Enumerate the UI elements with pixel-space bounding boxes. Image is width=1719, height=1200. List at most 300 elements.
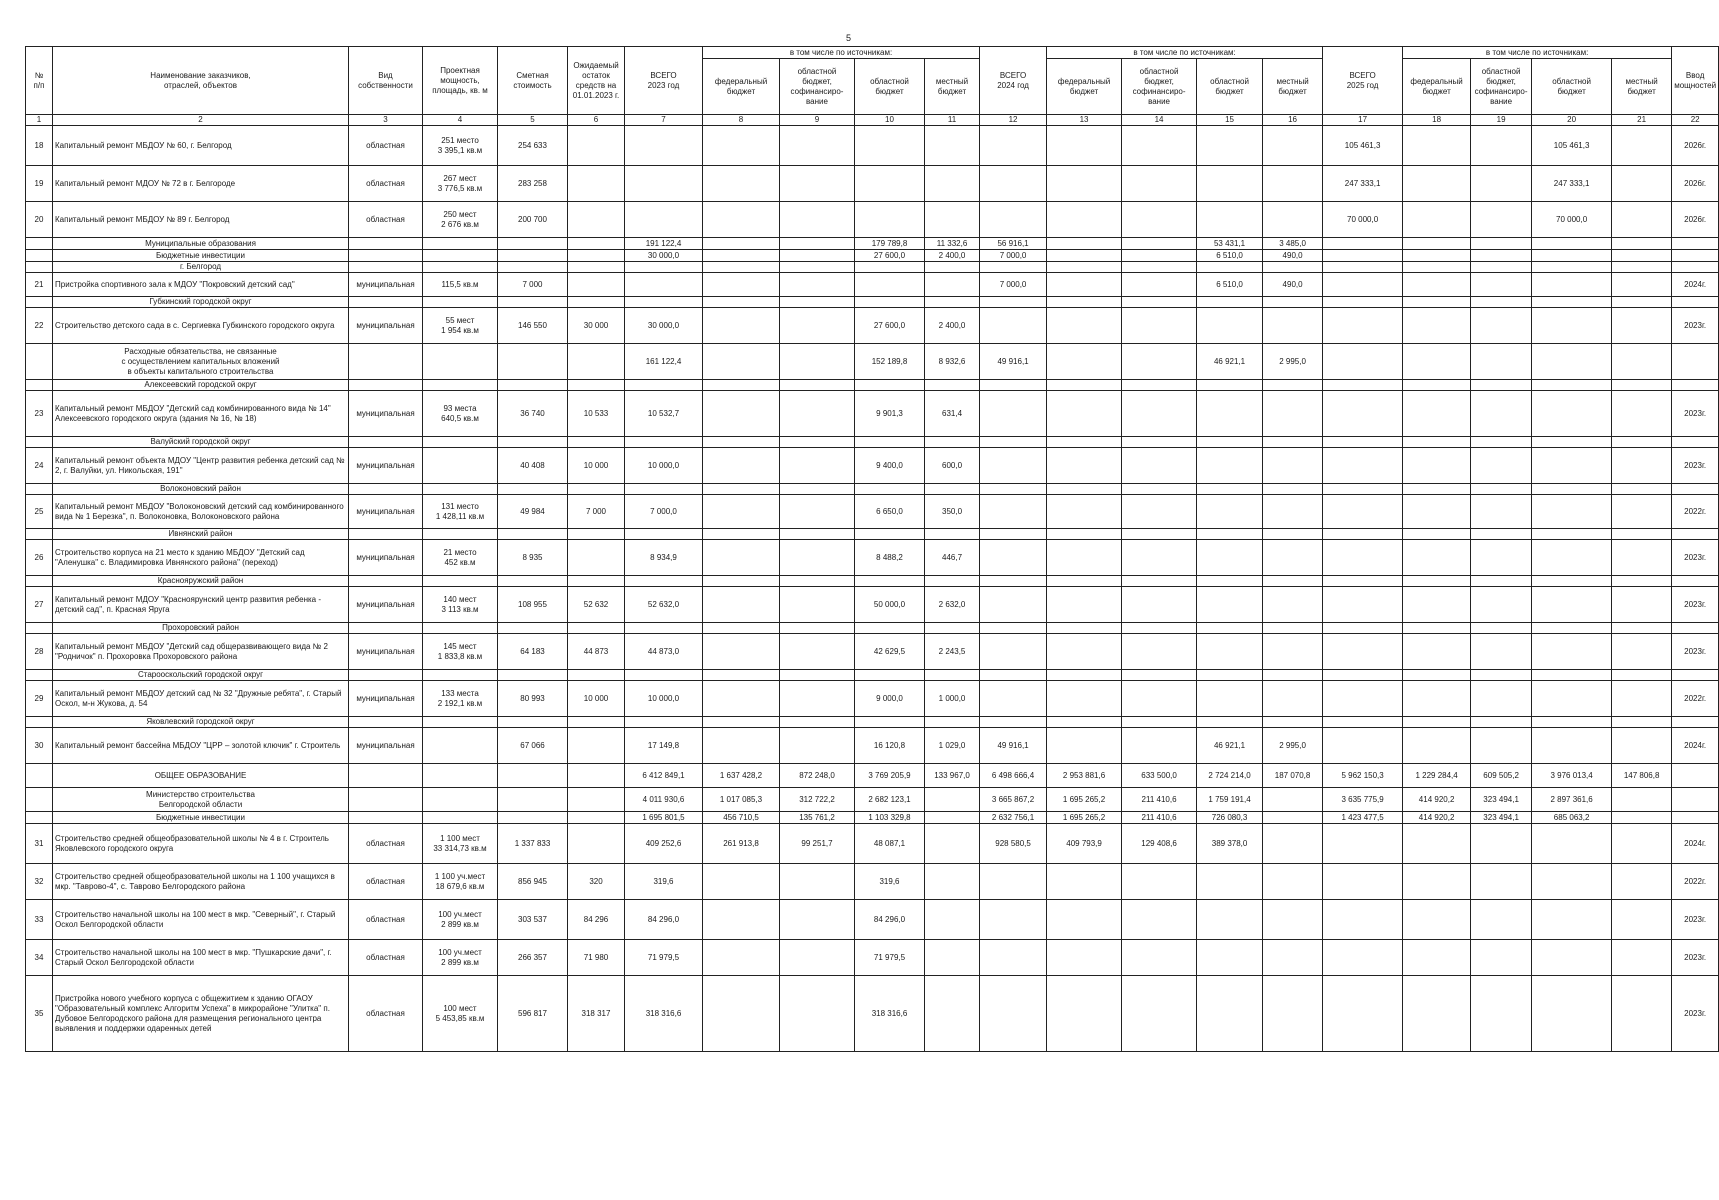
amount-cell-t25 bbox=[1323, 634, 1403, 670]
amount-cell-f23: 1 637 428,2 bbox=[703, 764, 780, 788]
amount-cell-f24 bbox=[1047, 273, 1122, 297]
amount-cell-rc25 bbox=[1471, 976, 1532, 1052]
estimate-cell bbox=[498, 764, 568, 788]
amount-cell-r24 bbox=[1197, 484, 1263, 495]
amount-cell-rc25 bbox=[1471, 202, 1532, 238]
capacity-cell bbox=[423, 448, 498, 484]
amount-cell-l25 bbox=[1612, 273, 1672, 297]
capacity-cell bbox=[423, 262, 498, 273]
ownership-cell: областная bbox=[349, 824, 423, 864]
estimate-cell bbox=[498, 380, 568, 391]
capacity-cell: 145 мест 1 833,8 кв.м bbox=[423, 634, 498, 670]
amount-cell-f25 bbox=[1403, 940, 1471, 976]
amount-cell-r25 bbox=[1532, 540, 1612, 576]
amount-cell-l24 bbox=[1263, 900, 1323, 940]
ownership-cell: областная bbox=[349, 126, 423, 166]
amount-cell-f25 bbox=[1403, 238, 1471, 250]
amount-cell-f25 bbox=[1403, 273, 1471, 297]
amount-cell-r23: 42 629,5 bbox=[855, 634, 925, 670]
amount-cell-l24 bbox=[1263, 634, 1323, 670]
amount-cell-l25: 147 806,8 bbox=[1612, 764, 1672, 788]
row-name-cell: Строительство средней общеобразовательной школы на 1 100 учащихся в мкр. "Таврово-4", с. Таврово Белгородского района bbox=[53, 864, 349, 900]
amount-cell-l25 bbox=[1612, 380, 1672, 391]
amount-cell-f23 bbox=[703, 495, 780, 529]
amount-cell-f25 bbox=[1403, 576, 1471, 587]
estimate-cell: 108 955 bbox=[498, 587, 568, 623]
amount-cell-l24 bbox=[1263, 202, 1323, 238]
amount-cell-l24 bbox=[1263, 812, 1323, 824]
ownership-cell bbox=[349, 670, 423, 681]
amount-cell-rc24: 129 408,6 bbox=[1122, 824, 1197, 864]
amount-cell-l24 bbox=[1263, 670, 1323, 681]
amount-cell-r23 bbox=[855, 273, 925, 297]
amount-cell-f24 bbox=[1047, 681, 1122, 717]
ownership-cell: областная bbox=[349, 976, 423, 1052]
amount-cell-l24 bbox=[1263, 681, 1323, 717]
amount-cell-rc25 bbox=[1471, 448, 1532, 484]
amount-cell-l23: 1 029,0 bbox=[925, 728, 980, 764]
table-row bbox=[26, 273, 1719, 297]
amount-cell-t25 bbox=[1323, 717, 1403, 728]
row-name-cell: Капитальный ремонт бассейна МБДОУ "ЦРР – золотой ключик" г. Строитель bbox=[53, 728, 349, 764]
header-federal: федеральный бюджет bbox=[1403, 59, 1471, 115]
amount-cell-rc24 bbox=[1122, 670, 1197, 681]
amount-cell-l23 bbox=[925, 824, 980, 864]
amount-cell-rc24 bbox=[1122, 380, 1197, 391]
amount-cell-r23: 9 000,0 bbox=[855, 681, 925, 717]
amount-cell-rc24 bbox=[1122, 437, 1197, 448]
table-row bbox=[26, 940, 1719, 976]
amount-cell-r24 bbox=[1197, 576, 1263, 587]
column-index-cell: 13 bbox=[1047, 115, 1122, 126]
ownership-cell: муниципальная bbox=[349, 634, 423, 670]
row-name-cell: Строительство начальной школы на 100 мест в мкр. "Пушкарские дачи", г. Старый Оскол Белгородской области bbox=[53, 940, 349, 976]
amount-cell-l24: 3 485,0 bbox=[1263, 238, 1323, 250]
amount-cell-rc24 bbox=[1122, 900, 1197, 940]
amount-cell-t25 bbox=[1323, 900, 1403, 940]
amount-cell-rc23 bbox=[780, 166, 855, 202]
amount-cell-l23 bbox=[925, 202, 980, 238]
amount-cell-r25 bbox=[1532, 824, 1612, 864]
amount-cell-f24 bbox=[1047, 166, 1122, 202]
amount-cell-t23: 8 934,9 bbox=[625, 540, 703, 576]
amount-cell-rc25 bbox=[1471, 495, 1532, 529]
amount-cell-rc25 bbox=[1471, 262, 1532, 273]
amount-cell-rc23 bbox=[780, 380, 855, 391]
remainder-cell: 84 296 bbox=[568, 900, 625, 940]
amount-cell-r25: 3 976 013,4 bbox=[1532, 764, 1612, 788]
capacity-cell: 93 места 640,5 кв.м bbox=[423, 391, 498, 437]
amount-cell-t24: 7 000,0 bbox=[980, 250, 1047, 262]
amount-cell-rc24 bbox=[1122, 717, 1197, 728]
capacity-cell bbox=[423, 623, 498, 634]
remainder-cell bbox=[568, 728, 625, 764]
commissioning-year-cell: 2024г. bbox=[1672, 728, 1719, 764]
estimate-cell: 303 537 bbox=[498, 900, 568, 940]
amount-cell-l25 bbox=[1612, 437, 1672, 448]
amount-cell-l23 bbox=[925, 166, 980, 202]
row-name-cell: Яковлевский городской округ bbox=[53, 717, 349, 728]
amount-cell-l25 bbox=[1612, 166, 1672, 202]
amount-cell-t23: 10 000,0 bbox=[625, 681, 703, 717]
amount-cell-f25 bbox=[1403, 717, 1471, 728]
amount-cell-rc24 bbox=[1122, 308, 1197, 344]
amount-cell-l24 bbox=[1263, 166, 1323, 202]
amount-cell-l24 bbox=[1263, 788, 1323, 812]
ownership-cell bbox=[349, 623, 423, 634]
amount-cell-l24 bbox=[1263, 824, 1323, 864]
amount-cell-r23 bbox=[855, 297, 925, 308]
header-regional-cofin: областной бюджет, софинансиро- вание bbox=[780, 59, 855, 115]
amount-cell-rc24: 211 410,6 bbox=[1122, 788, 1197, 812]
amount-cell-rc25 bbox=[1471, 681, 1532, 717]
amount-cell-rc25 bbox=[1471, 670, 1532, 681]
amount-cell-f25: 414 920,2 bbox=[1403, 788, 1471, 812]
estimate-cell: 1 337 833 bbox=[498, 824, 568, 864]
amount-cell-rc23 bbox=[780, 728, 855, 764]
amount-cell-t23 bbox=[625, 529, 703, 540]
amount-cell-rc23 bbox=[780, 238, 855, 250]
ownership-cell bbox=[349, 380, 423, 391]
amount-cell-t24 bbox=[980, 126, 1047, 166]
amount-cell-f23 bbox=[703, 484, 780, 495]
amount-cell-l24: 490,0 bbox=[1263, 273, 1323, 297]
amount-cell-f23 bbox=[703, 900, 780, 940]
row-number-cell bbox=[26, 437, 53, 448]
commissioning-year-cell: 2023г. bbox=[1672, 308, 1719, 344]
ownership-cell: областная bbox=[349, 900, 423, 940]
estimate-cell: 283 258 bbox=[498, 166, 568, 202]
header-owner: Вид собственности bbox=[349, 47, 423, 115]
amount-cell-r25 bbox=[1532, 623, 1612, 634]
amount-cell-r23: 50 000,0 bbox=[855, 587, 925, 623]
remainder-cell bbox=[568, 262, 625, 273]
remainder-cell bbox=[568, 623, 625, 634]
amount-cell-t23: 30 000,0 bbox=[625, 250, 703, 262]
amount-cell-rc23 bbox=[780, 250, 855, 262]
amount-cell-r24 bbox=[1197, 202, 1263, 238]
amount-cell-r23: 27 600,0 bbox=[855, 308, 925, 344]
amount-cell-r24: 53 431,1 bbox=[1197, 238, 1263, 250]
amount-cell-t23 bbox=[625, 126, 703, 166]
amount-cell-f25 bbox=[1403, 344, 1471, 380]
amount-cell-r24 bbox=[1197, 900, 1263, 940]
amount-cell-f25 bbox=[1403, 297, 1471, 308]
amount-cell-f24 bbox=[1047, 717, 1122, 728]
amount-cell-l25 bbox=[1612, 540, 1672, 576]
amount-cell-t23: 191 122,4 bbox=[625, 238, 703, 250]
amount-cell-t24 bbox=[980, 166, 1047, 202]
amount-cell-r24 bbox=[1197, 681, 1263, 717]
amount-cell-t23: 84 296,0 bbox=[625, 900, 703, 940]
ownership-cell: муниципальная bbox=[349, 273, 423, 297]
amount-cell-r23: 71 979,5 bbox=[855, 940, 925, 976]
estimate-cell: 7 000 bbox=[498, 273, 568, 297]
capacity-cell: 251 место 3 395,1 кв.м bbox=[423, 126, 498, 166]
row-name-cell: Волоконовский район bbox=[53, 484, 349, 495]
amount-cell-rc23: 99 251,7 bbox=[780, 824, 855, 864]
row-number-cell bbox=[26, 764, 53, 788]
row-name-cell: Капитальный ремонт МБДОУ № 60, г. Белгород bbox=[53, 126, 349, 166]
capacity-cell bbox=[423, 788, 498, 812]
amount-cell-l25 bbox=[1612, 391, 1672, 437]
amount-cell-f24 bbox=[1047, 126, 1122, 166]
amount-cell-l24: 2 995,0 bbox=[1263, 728, 1323, 764]
remainder-cell: 52 632 bbox=[568, 587, 625, 623]
amount-cell-l24 bbox=[1263, 437, 1323, 448]
amount-cell-rc24 bbox=[1122, 529, 1197, 540]
remainder-cell: 318 317 bbox=[568, 976, 625, 1052]
commissioning-year-cell: 2024г. bbox=[1672, 273, 1719, 297]
ownership-cell bbox=[349, 529, 423, 540]
row-number-cell: 26 bbox=[26, 540, 53, 576]
amount-cell-rc23 bbox=[780, 900, 855, 940]
amount-cell-r25 bbox=[1532, 717, 1612, 728]
amount-cell-l23: 631,4 bbox=[925, 391, 980, 437]
amount-cell-f23 bbox=[703, 623, 780, 634]
column-index-cell: 9 bbox=[780, 115, 855, 126]
amount-cell-t24 bbox=[980, 976, 1047, 1052]
amount-cell-l23 bbox=[925, 273, 980, 297]
amount-cell-r23: 9 901,3 bbox=[855, 391, 925, 437]
amount-cell-rc24: 633 500,0 bbox=[1122, 764, 1197, 788]
amount-cell-r25 bbox=[1532, 250, 1612, 262]
row-name-cell: Пристройка нового учебного корпуса с общежитием к зданию ОГАОУ "Образовательный комплекс Алгоритм Успеха" в микрорайоне "Улитка" п. Дубовое Белгородского района для размещения регионального центра выявления и поддержки одаренных детей bbox=[53, 976, 349, 1052]
row-number-cell: 34 bbox=[26, 940, 53, 976]
investment-table bbox=[25, 46, 1719, 1052]
amount-cell-l23: 2 632,0 bbox=[925, 587, 980, 623]
amount-cell-l23 bbox=[925, 788, 980, 812]
capacity-cell bbox=[423, 437, 498, 448]
amount-cell-l23: 8 932,6 bbox=[925, 344, 980, 380]
remainder-cell bbox=[568, 166, 625, 202]
row-number-cell bbox=[26, 812, 53, 824]
row-number-cell: 32 bbox=[26, 864, 53, 900]
amount-cell-rc25 bbox=[1471, 126, 1532, 166]
amount-cell-r23: 1 103 329,8 bbox=[855, 812, 925, 824]
column-index-cell: 16 bbox=[1263, 115, 1323, 126]
ownership-cell bbox=[349, 238, 423, 250]
amount-cell-rc23 bbox=[780, 717, 855, 728]
amount-cell-rc24 bbox=[1122, 681, 1197, 717]
amount-cell-t24 bbox=[980, 587, 1047, 623]
header-total-2024: ВСЕГО 2024 год bbox=[980, 47, 1047, 115]
amount-cell-r25 bbox=[1532, 634, 1612, 670]
commissioning-year-cell: 2026г. bbox=[1672, 126, 1719, 166]
estimate-cell: 49 984 bbox=[498, 495, 568, 529]
capacity-cell bbox=[423, 250, 498, 262]
amount-cell-f23 bbox=[703, 529, 780, 540]
amount-cell-t24 bbox=[980, 262, 1047, 273]
amount-cell-l25 bbox=[1612, 623, 1672, 634]
row-number-cell: 20 bbox=[26, 202, 53, 238]
amount-cell-l24 bbox=[1263, 529, 1323, 540]
amount-cell-f25 bbox=[1403, 484, 1471, 495]
amount-cell-l23 bbox=[925, 484, 980, 495]
amount-cell-rc24 bbox=[1122, 262, 1197, 273]
amount-cell-t23: 52 632,0 bbox=[625, 587, 703, 623]
amount-cell-f24 bbox=[1047, 587, 1122, 623]
amount-cell-r23 bbox=[855, 529, 925, 540]
amount-cell-t24 bbox=[980, 297, 1047, 308]
amount-cell-rc23 bbox=[780, 634, 855, 670]
table-row bbox=[26, 448, 1719, 484]
amount-cell-f25 bbox=[1403, 448, 1471, 484]
row-name-cell: Строительство корпуса на 21 место к зданию МБДОУ "Детский сад "Аленушка" с. Владимировка Ивнянского района" (переход) bbox=[53, 540, 349, 576]
amount-cell-rc24 bbox=[1122, 344, 1197, 380]
amount-cell-l23 bbox=[925, 670, 980, 681]
amount-cell-f25 bbox=[1403, 728, 1471, 764]
section-row bbox=[26, 529, 1719, 540]
estimate-cell bbox=[498, 529, 568, 540]
ownership-cell: муниципальная bbox=[349, 391, 423, 437]
amount-cell-rc23 bbox=[780, 273, 855, 297]
amount-cell-l25 bbox=[1612, 250, 1672, 262]
amount-cell-r23 bbox=[855, 126, 925, 166]
amount-cell-t24 bbox=[980, 940, 1047, 976]
amount-cell-t25 bbox=[1323, 623, 1403, 634]
ownership-cell bbox=[349, 484, 423, 495]
row-name-cell: Пристройка спортивного зала к МДОУ "Покровский детский сад" bbox=[53, 273, 349, 297]
ownership-cell: муниципальная bbox=[349, 728, 423, 764]
ownership-cell bbox=[349, 250, 423, 262]
amount-cell-f24 bbox=[1047, 297, 1122, 308]
amount-cell-r25 bbox=[1532, 273, 1612, 297]
amount-cell-f25 bbox=[1403, 670, 1471, 681]
ownership-cell bbox=[349, 297, 423, 308]
amount-cell-r25 bbox=[1532, 262, 1612, 273]
amount-cell-t23: 44 873,0 bbox=[625, 634, 703, 670]
amount-cell-t25: 3 635 775,9 bbox=[1323, 788, 1403, 812]
estimate-cell bbox=[498, 623, 568, 634]
amount-cell-f24 bbox=[1047, 495, 1122, 529]
column-index-cell: 14 bbox=[1122, 115, 1197, 126]
amount-cell-t23 bbox=[625, 262, 703, 273]
amount-cell-f23 bbox=[703, 864, 780, 900]
amount-cell-r24 bbox=[1197, 670, 1263, 681]
amount-cell-r23: 2 682 123,1 bbox=[855, 788, 925, 812]
ownership-cell: областная bbox=[349, 940, 423, 976]
amount-cell-rc24 bbox=[1122, 202, 1197, 238]
capacity-cell: 100 мест 5 453,85 кв.м bbox=[423, 976, 498, 1052]
section-row bbox=[26, 812, 1719, 824]
commissioning-year-cell: 2026г. bbox=[1672, 166, 1719, 202]
commissioning-year-cell bbox=[1672, 788, 1719, 812]
amount-cell-t24 bbox=[980, 623, 1047, 634]
row-number-cell: 35 bbox=[26, 976, 53, 1052]
row-name-cell: Капитальный ремонт МДОУ "Красноярунский центр развития ребенка - детский сад", п. Красная Яруга bbox=[53, 587, 349, 623]
amount-cell-rc23 bbox=[780, 623, 855, 634]
amount-cell-rc25 bbox=[1471, 728, 1532, 764]
amount-cell-f25: 1 229 284,4 bbox=[1403, 764, 1471, 788]
amount-cell-t25 bbox=[1323, 681, 1403, 717]
amount-cell-f24 bbox=[1047, 484, 1122, 495]
amount-cell-l25 bbox=[1612, 308, 1672, 344]
estimate-cell bbox=[498, 670, 568, 681]
amount-cell-rc23 bbox=[780, 297, 855, 308]
amount-cell-rc24 bbox=[1122, 238, 1197, 250]
amount-cell-f24 bbox=[1047, 437, 1122, 448]
column-index-cell: 2 bbox=[53, 115, 349, 126]
amount-cell-l25 bbox=[1612, 670, 1672, 681]
column-index-cell: 15 bbox=[1197, 115, 1263, 126]
amount-cell-t25 bbox=[1323, 250, 1403, 262]
estimate-cell: 67 066 bbox=[498, 728, 568, 764]
header-sources-2025: в том числе по источникам: bbox=[1403, 47, 1672, 59]
commissioning-year-cell: 2023г. bbox=[1672, 587, 1719, 623]
amount-cell-l23 bbox=[925, 380, 980, 391]
amount-cell-r24: 46 921,1 bbox=[1197, 344, 1263, 380]
amount-cell-t24 bbox=[980, 540, 1047, 576]
amount-cell-f25 bbox=[1403, 380, 1471, 391]
ownership-cell: муниципальная bbox=[349, 681, 423, 717]
remainder-cell bbox=[568, 764, 625, 788]
amount-cell-f23 bbox=[703, 681, 780, 717]
amount-cell-f24: 2 953 881,6 bbox=[1047, 764, 1122, 788]
amount-cell-l24 bbox=[1263, 576, 1323, 587]
amount-cell-l23: 2 243,5 bbox=[925, 634, 980, 670]
table-row bbox=[26, 587, 1719, 623]
amount-cell-rc25: 323 494,1 bbox=[1471, 812, 1532, 824]
remainder-cell: 30 000 bbox=[568, 308, 625, 344]
header-federal: федеральный бюджет bbox=[1047, 59, 1122, 115]
estimate-cell bbox=[498, 238, 568, 250]
row-number-cell bbox=[26, 788, 53, 812]
amount-cell-l23 bbox=[925, 812, 980, 824]
amount-cell-f24 bbox=[1047, 250, 1122, 262]
amount-cell-f25 bbox=[1403, 437, 1471, 448]
amount-cell-rc25 bbox=[1471, 380, 1532, 391]
amount-cell-r25 bbox=[1532, 728, 1612, 764]
amount-cell-r24 bbox=[1197, 529, 1263, 540]
amount-cell-t23 bbox=[625, 484, 703, 495]
remainder-cell: 71 980 bbox=[568, 940, 625, 976]
amount-cell-rc24 bbox=[1122, 940, 1197, 976]
ownership-cell bbox=[349, 576, 423, 587]
amount-cell-f23 bbox=[703, 308, 780, 344]
amount-cell-rc25 bbox=[1471, 576, 1532, 587]
amount-cell-f24 bbox=[1047, 344, 1122, 380]
amount-cell-r25 bbox=[1532, 864, 1612, 900]
row-number-cell: 24 bbox=[26, 448, 53, 484]
section-row bbox=[26, 484, 1719, 495]
amount-cell-t25 bbox=[1323, 976, 1403, 1052]
row-number-cell bbox=[26, 380, 53, 391]
row-number-cell bbox=[26, 250, 53, 262]
amount-cell-t25: 70 000,0 bbox=[1323, 202, 1403, 238]
amount-cell-rc25: 323 494,1 bbox=[1471, 788, 1532, 812]
table-row bbox=[26, 976, 1719, 1052]
amount-cell-t25 bbox=[1323, 308, 1403, 344]
amount-cell-f23 bbox=[703, 126, 780, 166]
remainder-cell bbox=[568, 824, 625, 864]
amount-cell-rc25 bbox=[1471, 634, 1532, 670]
amount-cell-rc23 bbox=[780, 202, 855, 238]
amount-cell-rc23 bbox=[780, 262, 855, 273]
header-regional-cofin: областной бюджет, софинансиро- вание bbox=[1122, 59, 1197, 115]
amount-cell-t23 bbox=[625, 202, 703, 238]
amount-cell-l23 bbox=[925, 717, 980, 728]
amount-cell-r24: 389 378,0 bbox=[1197, 824, 1263, 864]
amount-cell-l24 bbox=[1263, 262, 1323, 273]
amount-cell-r23 bbox=[855, 380, 925, 391]
amount-cell-t23: 319,6 bbox=[625, 864, 703, 900]
row-number-cell: 21 bbox=[26, 273, 53, 297]
amount-cell-rc23: 312 722,2 bbox=[780, 788, 855, 812]
ownership-cell bbox=[349, 788, 423, 812]
row-name-cell: Капитальный ремонт МБДОУ "Волоконовский детский сад комбинированного вида № 1 Березка", п. Волоконовка, Волоконовского района bbox=[53, 495, 349, 529]
amount-cell-f23: 456 710,5 bbox=[703, 812, 780, 824]
